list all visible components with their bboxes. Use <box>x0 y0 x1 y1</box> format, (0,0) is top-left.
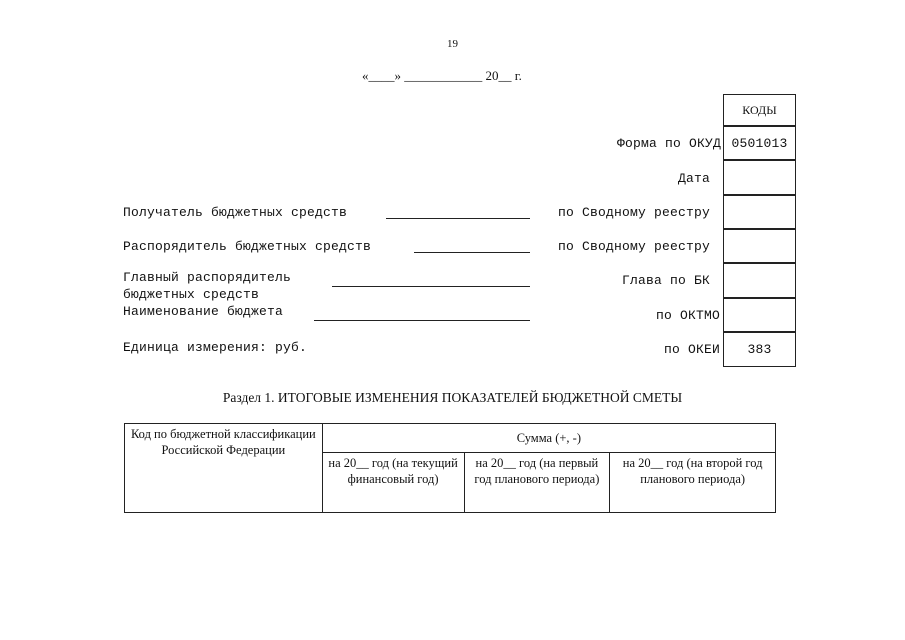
chief-manager-field-line[interactable] <box>332 286 530 287</box>
oktmo-label: по ОКТМО <box>655 308 720 323</box>
col-sum-header: Сумма (+, -) <box>322 424 775 453</box>
manager-label: Распорядитель бюджетных средств <box>123 239 372 254</box>
bk-chapter-label: Глава по БК <box>621 273 710 288</box>
okud-code-cell: 0501013 <box>723 126 796 160</box>
registry-label-1: по Сводному реестру <box>557 205 710 220</box>
manager-field-line[interactable] <box>414 252 530 253</box>
registry-code-cell-1[interactable] <box>723 195 796 229</box>
date-line: «____» ____________ 20__ г. <box>362 68 522 83</box>
unit-label: Единица измерения: руб. <box>123 340 308 355</box>
section-title: Раздел 1. ИТОГОВЫЕ ИЗМЕНЕНИЯ ПОКАЗАТЕЛЕЙ БЮДЖЕТНОЙ СМЕТЫ <box>222 390 683 405</box>
okei-label: по ОКЕИ <box>663 342 720 357</box>
chief-manager-label-line2: бюджетных средств <box>123 287 260 302</box>
registry-code-cell-2[interactable] <box>723 229 796 263</box>
oktmo-code-cell[interactable] <box>723 298 796 332</box>
col-current-year-header: на 20__ год (на текущий финансовый год) <box>322 452 464 512</box>
okei-code-cell: 383 <box>723 332 796 367</box>
budget-changes-table <box>124 423 776 513</box>
page-number: 19 <box>447 38 458 50</box>
recipient-field-line[interactable] <box>386 218 530 219</box>
budget-name-field-line[interactable] <box>314 320 530 321</box>
codes-header: КОДЫ <box>723 94 796 126</box>
chief-manager-label-line1: Главный распорядитель <box>123 270 292 285</box>
okud-label: Форма по ОКУД <box>616 136 721 151</box>
recipient-label: Получатель бюджетных средств <box>123 205 348 220</box>
date-label: Дата <box>677 171 710 186</box>
budget-name-label: Наименование бюджета <box>123 304 284 319</box>
col-first-plan-year-header: на 20__ год (на первый год планового периода) <box>464 452 610 512</box>
registry-label-2: по Сводному реестру <box>557 239 710 254</box>
bk-chapter-code-cell[interactable] <box>723 263 796 298</box>
col-second-plan-year-header: на 20__ год (на второй год планового периода) <box>610 452 776 512</box>
col-code-header: Код по бюджетной классификации Российской Федерации <box>125 424 323 513</box>
date-code-cell[interactable] <box>723 160 796 195</box>
